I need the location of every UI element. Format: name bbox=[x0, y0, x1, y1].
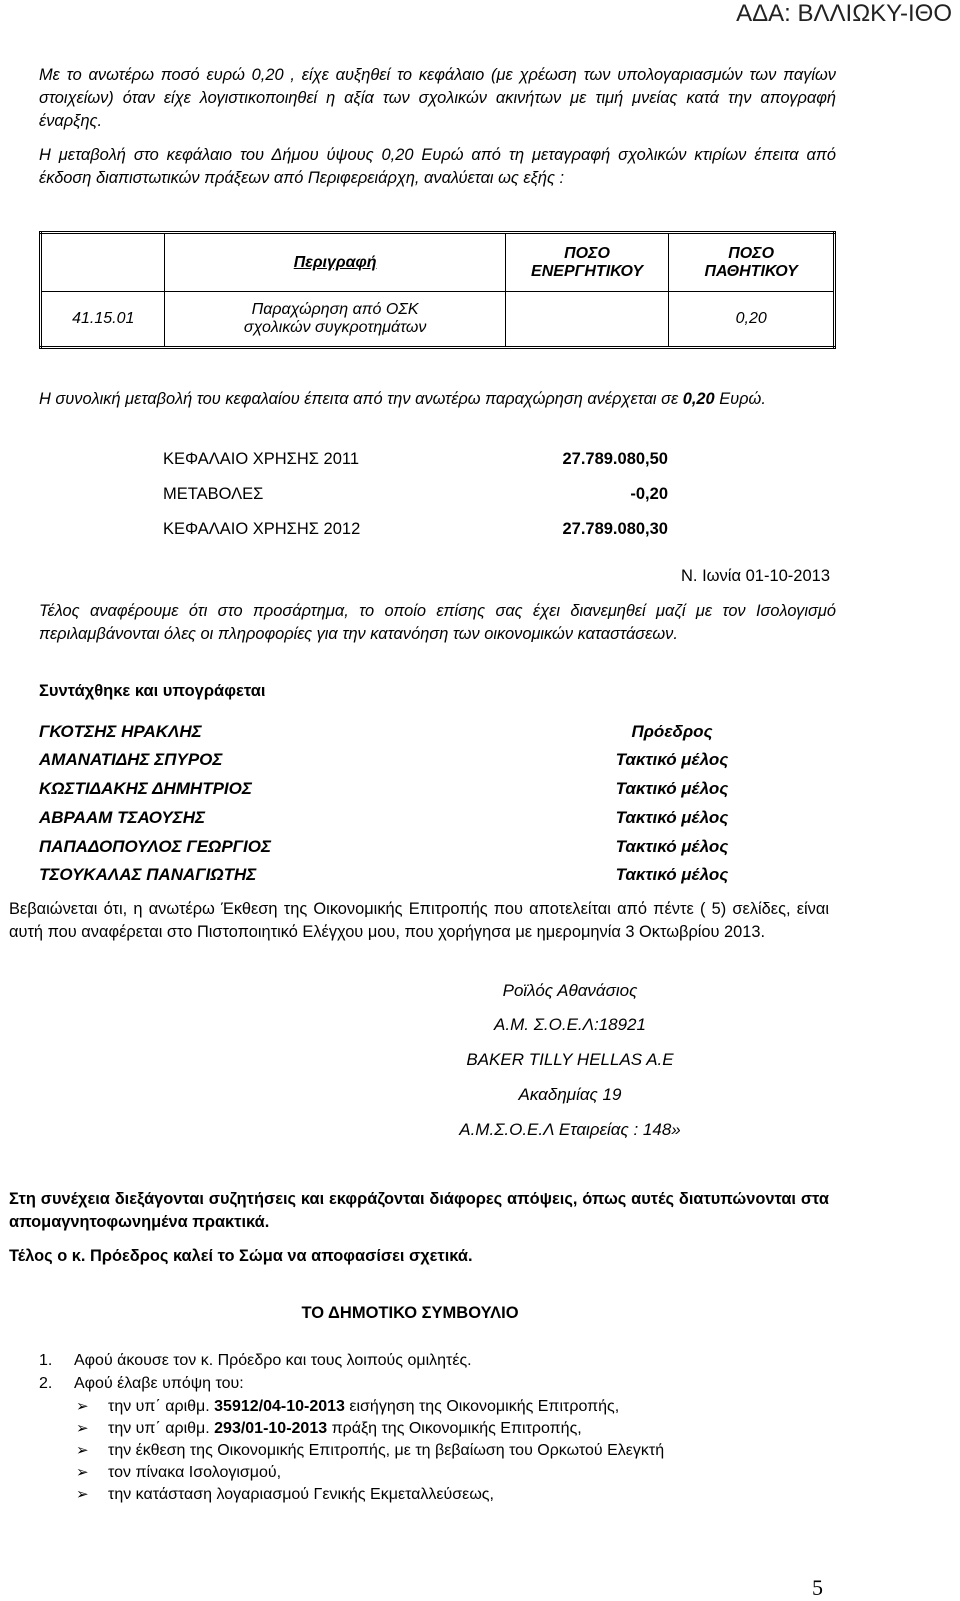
arrow-bullet-icon: ➢ bbox=[76, 1420, 89, 1437]
signatory-role: Πρόεδρος bbox=[631, 722, 713, 741]
table-row bbox=[41, 292, 835, 348]
list-item: ➢ την έκθεση της Οικονομικής Επιτροπής, με τη βεβαίωση του Ορκωτού Ελεγκτή bbox=[76, 1440, 836, 1462]
place-date: Ν. Ιωνία 01-10-2013 bbox=[681, 567, 830, 585]
certification-paragraph: Βεβαιώνεται ότι, η ανωτέρω Έκθεση της Οικονομικής Επιτροπής που αποτελείται από πέντε ( 5) σελίδες, είναι αυτή που αναφέρεται στο Πιστοποιητικό Ελέγχου μου, που χορήγησα με ημερομηνία 3 Οκτωβρίου 2013. bbox=[9, 900, 829, 941]
header-code bbox=[41, 233, 165, 292]
row-code: 41.15.01 bbox=[41, 292, 165, 348]
auditor-firm-registration: Α.Μ.Σ.Ο.Ε.Λ Εταιρείας : 148» bbox=[459, 1120, 681, 1139]
header-description: Περιγραφή bbox=[165, 233, 505, 292]
considerations-list bbox=[76, 1396, 836, 1506]
list-item: ➢ την υπ΄ αριθμ. 293/01-10-2013 πράξη της Οικονομικής Επιτροπής, bbox=[76, 1418, 836, 1440]
header-credit: ΠΟΣΟ ΠΑΘΗΤΙΚΟΥ bbox=[669, 233, 835, 292]
call-to-vote: Τέλος ο κ. Πρόεδρος καλεί το Σώμα να αποφασίσει σχετικά. bbox=[9, 1247, 473, 1265]
row-credit: 0,20 bbox=[669, 292, 835, 348]
arrow-bullet-icon: ➢ bbox=[76, 1442, 89, 1459]
signatory-name: ΠΑΠΑΔΟΠΟΥΛΟΣ ΓΕΩΡΓΙΟΣ bbox=[39, 837, 272, 856]
capital-value-2012: 27.789.080,30 bbox=[562, 520, 668, 538]
table-header-row bbox=[41, 233, 835, 292]
signatory-name: ΓΚΟΤΣΗΣ ΗΡΑΚΛΗΣ bbox=[39, 722, 202, 741]
list-item: Αφού έλαβε υπόψη του: bbox=[74, 1375, 244, 1392]
closing-paragraph: Τέλος αναφέρουμε ότι στο προσάρτημα, το οποίο επίσης σας έχει διανεμηθεί μαζί με τον Ισολογισμό περιλαμβάνονται όλες οι πληροφορίες για την κατανόηση των οικονομικών καταστάσεων. bbox=[39, 602, 836, 643]
signatory-role: Τακτικό μέλος bbox=[615, 779, 729, 798]
signatory-role: Τακτικό μέλος bbox=[615, 808, 729, 827]
list-item: ➢ τον πίνακα Ισολογισμού, bbox=[76, 1462, 836, 1484]
signatory-role: Τακτικό μέλος bbox=[615, 865, 729, 884]
auditor-address: Ακαδημίας 19 bbox=[518, 1085, 622, 1104]
list-item: ➢ την υπ΄ αριθμ. 35912/04-10-2013 εισήγηση της Οικονομικής Επιτροπής, bbox=[76, 1396, 836, 1418]
list-item: Αφού άκουσε τον κ. Πρόεδρο και τους λοιπούς ομιλητές. bbox=[74, 1352, 472, 1369]
arrow-bullet-icon: ➢ bbox=[76, 1464, 89, 1481]
auditor-name: Ροϊλός Αθανάσιος bbox=[502, 981, 638, 1000]
signatory-role: Τακτικό μέλος bbox=[615, 750, 729, 769]
list-item-number: 1. bbox=[39, 1352, 53, 1369]
row-debit bbox=[505, 292, 669, 348]
list-item-number: 2. bbox=[39, 1375, 53, 1392]
arrow-bullet-icon: ➢ bbox=[76, 1486, 89, 1503]
capital-value-changes: -0,20 bbox=[630, 485, 668, 503]
auditor-registration: Α.Μ. Σ.Ο.Ε.Λ:18921 bbox=[494, 1015, 646, 1034]
signatory-name: ΑΜΑΝΑΤΙΔΗΣ ΣΠΥΡΟΣ bbox=[39, 750, 223, 769]
capital-change-table bbox=[39, 231, 836, 349]
signatory-name: ΚΩΣΤΙΔΑΚΗΣ ΔΗΜΗΤΡΙΟΣ bbox=[39, 779, 252, 798]
signed-label: Συντάχθηκε και υπογράφεται bbox=[39, 682, 266, 700]
row-description: Παραχώρηση από ΟΣΚ σχολικών συγκροτημάτων bbox=[165, 292, 505, 348]
signatory-name: ΑΒΡΑΑΜ ΤΣΑΟΥΣΗΣ bbox=[39, 808, 206, 827]
capital-label-2012: ΚΕΦΑΛΑΙΟ ΧΡΗΣΗΣ 2012 bbox=[163, 520, 361, 538]
list-item: ➢ την κατάσταση λογαριασμού Γενικής Εκμεταλλεύσεως, bbox=[76, 1484, 836, 1506]
capital-label-changes: ΜΕΤΑΒΟΛΕΣ bbox=[163, 485, 264, 503]
intro-paragraph-2: Η μεταβολή στο κεφάλαιο του Δήμου ύψους 0,20 Ευρώ από τη μεταγραφή σχολικών κτιρίων έπειτα από έκδοση διαπιστωτικών πράξεων από Περιφερειάρχη, αναλύεται ως εξής : bbox=[39, 146, 836, 187]
page-number: 5 bbox=[812, 1575, 823, 1600]
ada-code: ΑΔΑ: ΒΛΛΙΩΚΥ-ΙΘΟ bbox=[736, 0, 952, 27]
intro-paragraph-1: Με το ανωτέρω ποσό ευρώ 0,20 , είχε αυξηθεί το κεφάλαιο (με χρέωση των υπολογαριασμών των παγίων στοιχείων) όταν είχε λογιστικοποιηθεί η αξία των σχολικών ακινήτων με τιμή μνείας κατά την απογραφή έναρξης. bbox=[39, 66, 836, 130]
arrow-bullet-icon: ➢ bbox=[76, 1398, 89, 1415]
capital-value-2011: 27.789.080,50 bbox=[562, 450, 668, 468]
capital-label-2011: ΚΕΦΑΛΑΙΟ ΧΡΗΣΗΣ 2011 bbox=[163, 450, 360, 468]
auditor-firm: BAKER TILLY HELLAS A.E bbox=[466, 1050, 674, 1069]
signatory-role: Τακτικό μέλος bbox=[615, 837, 729, 856]
header-debit: ΠΟΣΟ ΕΝΕΡΓΗΤΙΚΟΥ bbox=[505, 233, 669, 292]
total-change-paragraph: Η συνολική μεταβολή του κεφαλαίου έπειτα από την ανωτέρω παραχώρηση ανέρχεται σε 0,20 Ευρώ. bbox=[39, 390, 766, 408]
signatory-name: ΤΣΟΥΚΑΛΑΣ ΠΑΝΑΓΙΩΤΗΣ bbox=[39, 865, 257, 884]
council-title: ΤΟ ΔΗΜΟΤΙΚΟ ΣΥΜΒΟΥΛΙΟ bbox=[301, 1304, 519, 1322]
discussion-paragraph: Στη συνέχεια διεξάγονται συζητήσεις και εκφράζονται διάφορες απόψεις, όπως αυτές διατυπώνονται στα απομαγνητοφωνημένα πρακτικά. bbox=[9, 1190, 829, 1231]
